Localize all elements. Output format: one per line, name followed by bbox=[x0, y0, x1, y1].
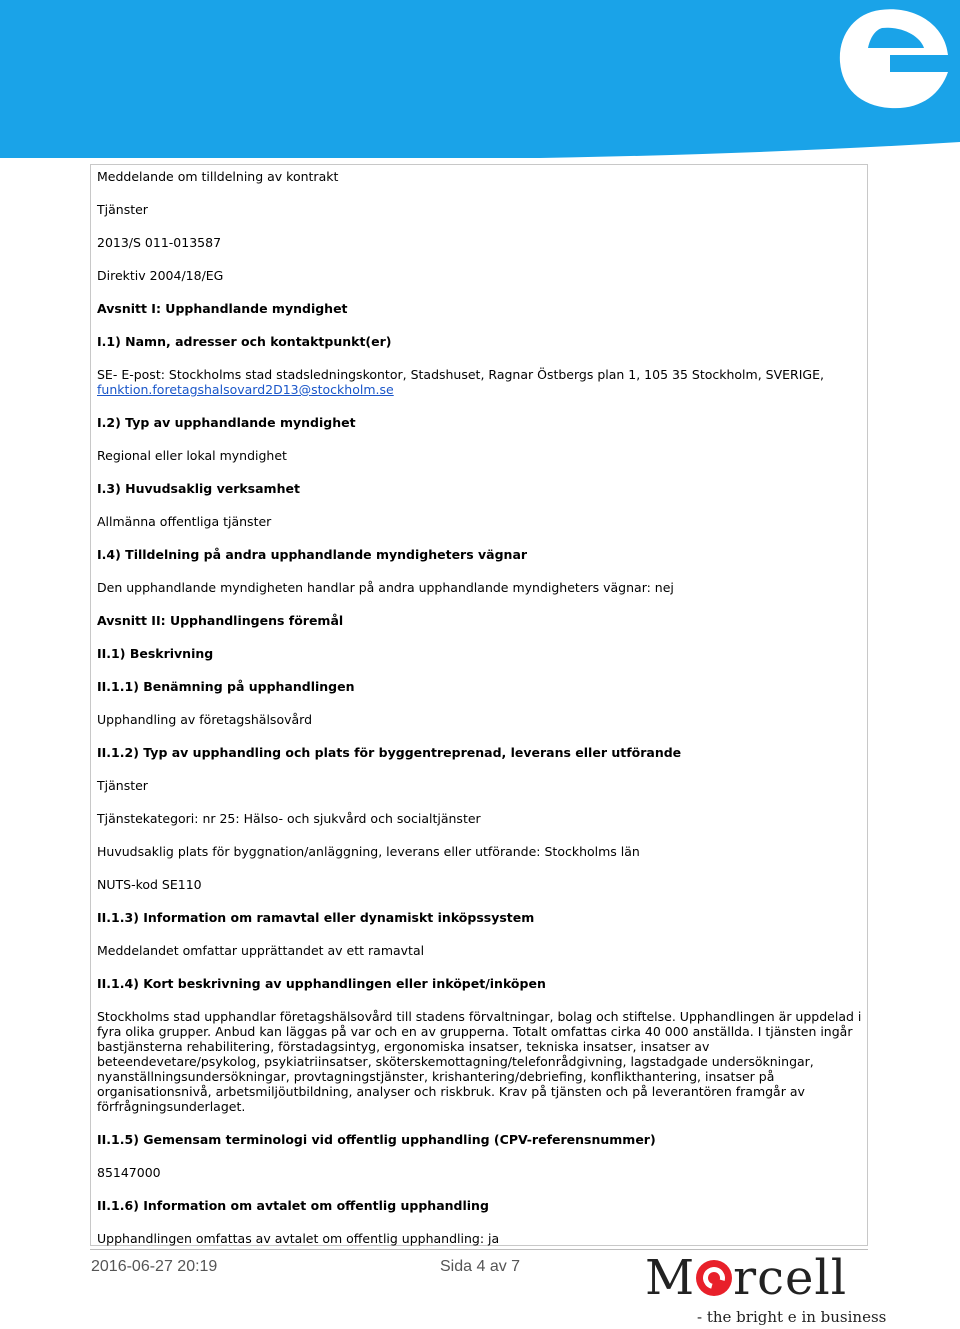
s1-3-text: Allmänna offentliga tjänster bbox=[97, 514, 272, 529]
s2-1-heading: II.1) Beskrivning bbox=[97, 646, 214, 661]
brand-wordmark bbox=[645, 1252, 847, 1304]
contact-email-link[interactable]: funktion.foretagshalsovard2D13@stockholm.se bbox=[97, 382, 394, 397]
notice-type: Tjänster bbox=[97, 202, 148, 217]
s2-1-2-nuts: NUTS-kod SE110 bbox=[97, 877, 202, 892]
notice-title: Meddelande om tilldelning av kontrakt bbox=[97, 169, 339, 184]
notice-directive: Direktiv 2004/18/EG bbox=[97, 268, 224, 283]
brand-wordmark-start: M bbox=[645, 1250, 696, 1306]
s2-1-6-heading: II.1.6) Information om avtalet om offentlig upphandling bbox=[97, 1198, 489, 1213]
notice-reference: 2013/S 011-013587 bbox=[97, 235, 222, 250]
brand-e-icon bbox=[696, 1260, 732, 1296]
s1-1-heading: I.1) Namn, adresser och kontaktpunkt(er) bbox=[97, 334, 392, 349]
brand-tagline: - the bright e in business bbox=[697, 1308, 887, 1326]
e-logo-icon bbox=[820, 0, 960, 150]
s2-1-4-heading: II.1.4) Kort beskrivning av upphandlingen eller inköpet/inköpen bbox=[97, 976, 546, 991]
footer-page-number: Sida 4 av 7 bbox=[440, 1258, 521, 1275]
s1-4-text: Den upphandlande myndigheten handlar på andra upphandlande myndigheters vägnar: nej bbox=[97, 580, 674, 595]
s2-1-3-text: Meddelandet omfattar upprättandet av ett ramavtal bbox=[97, 943, 425, 958]
brand-wordmark-end: rcell bbox=[733, 1250, 848, 1306]
s2-1-2-place: Huvudsaklig plats för byggnation/anläggning, leverans eller utförande: Stockholms län bbox=[97, 844, 640, 859]
s1-4-heading: I.4) Tilldelning på andra upphandlande myndigheters vägnar bbox=[97, 547, 528, 562]
footer-date: 2016-06-27 20:19 bbox=[91, 1258, 218, 1275]
s2-1-2-type: Tjänster bbox=[97, 778, 148, 793]
s1-2-heading: I.2) Typ av upphandlande myndighet bbox=[97, 415, 356, 430]
s2-1-5-text: 85147000 bbox=[97, 1165, 161, 1180]
s2-1-3-heading: II.1.3) Information om ramavtal eller dynamiskt inköpssystem bbox=[97, 910, 535, 925]
s2-1-4-text: Stockholms stad upphandlar företagshälsovård till stadens förvaltningar, bolag och stiftelse. Upphandlingen är uppdelad i fyra olika grupper. Anbud kan läggas på var och en av grupperna. Totalt omfattas cirka 40 000 anställda. I tjänsten ingår bastjänsterna rehabilitering, förstadagsintyg, ergonomiska insatser, tekniska insatser, insatser av beteendevetare/psykolog, psykiatriinsatser, sköterskemottagning/telefonrådgivning, lagstadgade undersökningar, nyanställningsundersökningar, provtagningstjänster, krishantering/debriefing, konflikthantering, insatser på organisationsnivå, arbetsmiljöutbildning, analyser och riskbruk. Krav på tjänsten och på leverantören framgår av förfrågningsunderlaget. bbox=[97, 1009, 862, 1114]
s2-1-2-category: Tjänstekategori: nr 25: Hälso- och sjukvård och socialtjänster bbox=[97, 811, 481, 826]
s2-1-6-text: Upphandlingen omfattas av avtalet om offentlig upphandling: ja bbox=[97, 1231, 500, 1246]
s2-1-2-heading: II.1.2) Typ av upphandling och plats för byggentreprenad, leverans eller utförande bbox=[97, 745, 682, 760]
section-1-heading: Avsnitt I: Upphandlande myndighet bbox=[97, 301, 348, 316]
s1-3-heading: I.3) Huvudsaklig verksamhet bbox=[97, 481, 300, 496]
s2-1-5-heading: II.1.5) Gemensam terminologi vid offentlig upphandling (CPV-referensnummer) bbox=[97, 1132, 656, 1147]
s1-2-text: Regional eller lokal myndighet bbox=[97, 448, 287, 463]
mercell-logo bbox=[645, 1252, 945, 1324]
s1-1-address: SE- E-post: Stockholms stad stadsledningskontor, Stadshuset, Ragnar Östbergs plan 1, 105 35 Stockholm, SVERIGE, bbox=[97, 367, 824, 382]
s1-1-text bbox=[97, 367, 863, 397]
s2-1-1-heading: II.1.1) Benämning på upphandlingen bbox=[97, 679, 355, 694]
notice-content bbox=[97, 169, 863, 1264]
s2-1-1-text: Upphandling av företagshälsovård bbox=[97, 712, 313, 727]
section-2-heading: Avsnitt II: Upphandlingens föremål bbox=[97, 613, 344, 628]
